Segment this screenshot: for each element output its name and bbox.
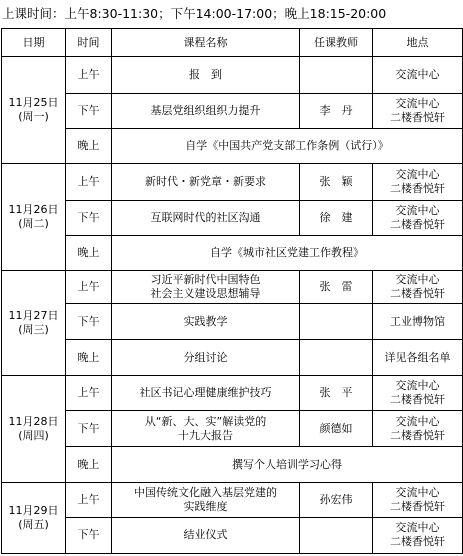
teacher-cell: 徐 建 — [300, 200, 373, 235]
course-line: 中国传统文化融入基层党建的 — [134, 486, 277, 500]
weekday-label: (周一) — [18, 109, 49, 123]
date-label: 11月28日 — [8, 415, 59, 429]
table-row — [2, 376, 463, 411]
time-cell: 上午 — [66, 270, 112, 304]
date-cell — [2, 376, 66, 483]
table-row — [2, 517, 463, 553]
merged-activity-cell: 撰写个人培训学习心得 — [112, 447, 463, 483]
teacher-cell — [300, 340, 373, 376]
date-cell — [2, 270, 66, 376]
teacher-cell: 张 雷 — [300, 270, 373, 304]
course-line: 实践教学 — [183, 314, 228, 328]
teacher-cell — [300, 304, 373, 340]
course-cell — [112, 163, 300, 200]
course-line: 新时代・新党章・新要求 — [145, 174, 266, 188]
place-cell — [373, 483, 463, 518]
merged-activity-cell: 自学《中国共产党支部工作条例（试行）》 — [112, 128, 463, 163]
date-label: 11月25日 — [8, 95, 59, 109]
table-row — [2, 483, 463, 518]
course-line: 分组讨论 — [183, 350, 228, 364]
course-cell — [112, 304, 300, 340]
place-line: 二楼香悦轩 — [390, 286, 445, 300]
weekday-label: (周三) — [18, 322, 49, 336]
date-label: 11月27日 — [8, 308, 59, 322]
weekday-label: (周四) — [18, 429, 49, 443]
schedule-body — [2, 57, 463, 554]
class-time-header: 上课时间：上午8:30-11:30；下午14:00-17:00；晚上18:15-20:00 — [2, 6, 387, 21]
place-cell — [373, 163, 463, 200]
course-line: 社区书记心理健康维护技巧 — [139, 386, 272, 400]
place-line: 二楼香悦轩 — [390, 393, 445, 407]
header-course: 课程名称 — [112, 29, 300, 57]
time-cell: 下午 — [66, 411, 112, 447]
time-cell: 下午 — [66, 94, 112, 129]
course-cell — [112, 200, 300, 235]
course-line: 报 到 — [189, 68, 222, 81]
table-row — [2, 340, 463, 376]
course-line: 实践维度 — [183, 500, 228, 514]
place-line: 二楼香悦轩 — [390, 535, 445, 549]
place-line: 工业博物馆 — [390, 314, 445, 328]
place-cell — [373, 304, 463, 340]
course-line: 结业仪式 — [183, 528, 228, 542]
teacher-cell — [300, 57, 373, 94]
course-cell — [112, 411, 300, 447]
place-cell — [373, 411, 463, 447]
table-row — [2, 447, 463, 483]
time-cell: 晚上 — [66, 128, 112, 163]
course-cell — [112, 57, 300, 94]
teacher-cell: 颜德如 — [300, 411, 373, 447]
course-line: 基层党组织组织力提升 — [150, 103, 261, 117]
place-line: 交流中心 — [395, 521, 440, 535]
time-cell: 下午 — [66, 304, 112, 340]
time-cell: 晚上 — [66, 447, 112, 483]
place-cell — [373, 270, 463, 304]
weekday-label: (周五) — [18, 518, 49, 532]
table-row — [2, 270, 463, 304]
place-line: 二楼香悦轩 — [390, 110, 445, 124]
date-cell — [2, 163, 66, 270]
teacher-cell: 张 颖 — [300, 163, 373, 200]
time-cell: 下午 — [66, 517, 112, 553]
course-line: 从“新、大、实”解读党的 — [144, 414, 267, 428]
header-place: 地点 — [373, 29, 463, 57]
place-cell — [373, 57, 463, 94]
schedule-table — [1, 28, 463, 554]
place-line: 交流中心 — [395, 203, 440, 217]
time-cell: 上午 — [66, 57, 112, 94]
place-line: 二楼香悦轩 — [390, 428, 445, 442]
header-date: 日期 — [2, 29, 66, 57]
course-cell — [112, 94, 300, 129]
course-cell — [112, 270, 300, 304]
place-line: 交流中心 — [395, 96, 440, 110]
table-header-row — [2, 29, 463, 57]
table-row — [2, 163, 463, 200]
table-row — [2, 128, 463, 163]
course-cell — [112, 340, 300, 376]
place-line: 交流中心 — [395, 272, 440, 286]
date-cell — [2, 57, 66, 164]
date-label: 11月26日 — [8, 202, 59, 216]
teacher-cell — [300, 517, 373, 553]
course-line: 习近平新时代中国特色 — [150, 272, 261, 286]
place-line: 交流中心 — [395, 68, 440, 81]
time-cell: 晚上 — [66, 235, 112, 270]
header-time: 时间 — [66, 29, 112, 57]
place-cell — [373, 200, 463, 235]
date-cell — [2, 483, 66, 554]
teacher-cell: 张 平 — [300, 376, 373, 411]
table-row — [2, 304, 463, 340]
place-line: 二楼香悦轩 — [390, 181, 445, 195]
weekday-label: (周二) — [18, 216, 49, 230]
time-cell: 上午 — [66, 483, 112, 518]
course-line: 社会主义建设思想辅导 — [150, 286, 261, 300]
course-line: 十九大报告 — [178, 428, 233, 442]
table-row — [2, 57, 463, 94]
course-cell — [112, 483, 300, 518]
place-cell — [373, 94, 463, 129]
time-cell: 下午 — [66, 200, 112, 235]
place-cell — [373, 376, 463, 411]
place-line: 交流中心 — [395, 379, 440, 393]
course-line: 互联网时代的社区沟通 — [150, 210, 261, 224]
place-cell — [373, 340, 463, 376]
date-label: 11月29日 — [8, 504, 59, 518]
header-teacher: 任课教师 — [300, 29, 373, 57]
course-cell — [112, 376, 300, 411]
time-cell: 上午 — [66, 376, 112, 411]
course-cell — [112, 517, 300, 553]
time-cell: 上午 — [66, 163, 112, 200]
place-line: 交流中心 — [395, 167, 440, 181]
time-cell: 晚上 — [66, 340, 112, 376]
teacher-cell: 孙宏伟 — [300, 483, 373, 518]
table-row — [2, 411, 463, 447]
table-row — [2, 200, 463, 235]
merged-activity-cell: 自学《城市社区党建工作教程》 — [112, 235, 463, 270]
teacher-cell: 李 丹 — [300, 94, 373, 129]
place-line: 交流中心 — [395, 414, 440, 428]
place-line: 交流中心 — [395, 486, 440, 500]
table-row — [2, 94, 463, 129]
place-line: 二楼香悦轩 — [390, 500, 445, 514]
table-row — [2, 235, 463, 270]
place-line: 详见各组名单 — [384, 350, 451, 364]
place-cell — [373, 517, 463, 553]
place-line: 二楼香悦轩 — [390, 217, 445, 231]
